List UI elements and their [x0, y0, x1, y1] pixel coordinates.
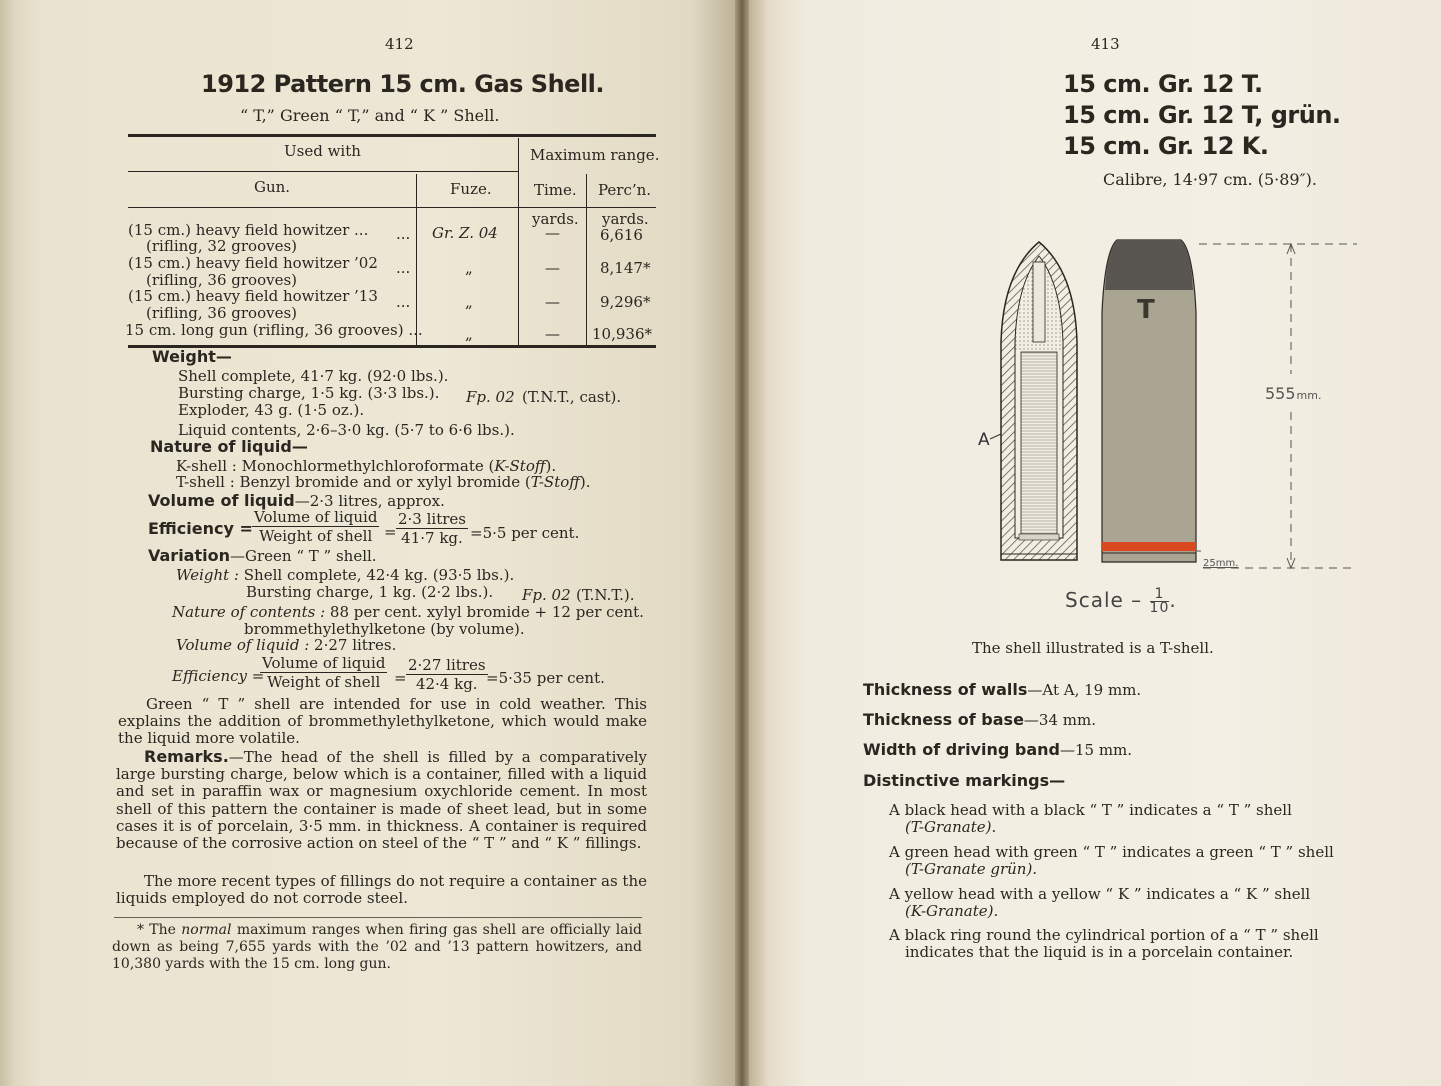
diagram-caption: The shell illustrated is a T-shell.	[972, 639, 1214, 657]
label-t: T	[1137, 295, 1155, 325]
row2-time: —	[545, 259, 560, 277]
footnote-star: * The	[137, 922, 176, 938]
volume-text: —2·3 litres, approx.	[294, 492, 445, 510]
eff4-num: 2·27 litres	[408, 656, 486, 674]
bursting-fp: Fp. 02	[466, 388, 515, 406]
efficiency-fraction-3	[260, 654, 387, 691]
row4-perc: 10,936*	[592, 325, 652, 343]
marking-3-italic: (K-Granate).	[905, 902, 999, 921]
row1-time: —	[545, 224, 560, 242]
title-line-1: 15 cm. Gr. 12 T.	[1063, 70, 1263, 98]
var-weight-label: Weight :	[176, 566, 239, 584]
page-number: 413	[1091, 35, 1120, 53]
title-line-2: 15 cm. Gr. 12 T, grün.	[1063, 101, 1341, 129]
var-weight-text: Shell complete, 42·4 kg. (93·5 lbs.).	[243, 566, 515, 584]
band-line	[863, 741, 1132, 759]
footnote-text: maximum ranges when firing gas shell are officially laid down as being 7,655 yards with the ’02 and ’13 pattern howitzers, and 10,380 yards with the 15 cm. long gun.	[112, 922, 643, 972]
row4-time: —	[545, 325, 560, 343]
marking-1-italic: (T-Granate).	[905, 818, 997, 837]
dim-length-value: 555	[1265, 384, 1296, 403]
remarks-paragraph	[116, 748, 647, 852]
page-subtitle: “ T,” Green “ T,” and “ K ” Shell.	[240, 106, 500, 125]
remarks-text: —The head of the shell is filled by a comparatively large bursting charge, below which is a container, filled with a liquid and set in paraffin wax or magnesium oxychloride cement. In most shell of this pattern the container is made of sheet lead, but in some cases it is of porcelain, 3·5 mm. in thickness. A container is required because of the corrosive action on steel of the “ T ” and “ K ” fillings.	[116, 748, 647, 853]
var-nature-label: Nature of contents :	[172, 603, 326, 621]
col-gun: Gun.	[254, 178, 291, 196]
eff2-den: 41·7 kg.	[401, 529, 463, 547]
k-shell-label: K-shell : Monochlormethylchloroformate (	[176, 457, 495, 475]
var-nature-line	[172, 604, 644, 621]
base-heading: Thickness of base	[863, 710, 1024, 729]
page-number: 412	[385, 35, 414, 53]
eff3-num: Volume of liquid	[262, 654, 386, 672]
row4-fuze: „	[465, 325, 473, 343]
variation-text: —Green “ T ” shell.	[230, 547, 377, 565]
row3-dots: ...	[396, 293, 411, 311]
weight-line-2: Bursting charge, 1·5 kg. (3·3 lbs.).	[178, 384, 440, 402]
unit-time: yards.	[532, 210, 579, 228]
dim-band: 25mm.	[1203, 558, 1239, 569]
shell-diagram	[959, 232, 1379, 582]
t-shell-label: T-shell : Benzyl bromide and or xylyl bromide (	[176, 473, 531, 491]
row3-gun2: (rifling, 36 grooves)	[146, 304, 298, 322]
efficiency-fraction-2	[396, 510, 468, 547]
var-efficiency-label: Efficiency =	[172, 667, 265, 685]
dimension-lines	[1199, 244, 1357, 568]
marking-1-text: A black head with a black “ T ” indicates a “ T ” shell	[889, 801, 1292, 819]
dim-length	[1265, 384, 1321, 403]
equals-1: =	[384, 523, 397, 541]
var-volume-text: 2·27 litres.	[314, 636, 397, 654]
col-time: Time.	[534, 181, 577, 199]
book-gutter	[735, 0, 749, 1086]
row1-gun2: (rifling, 32 grooves)	[146, 237, 298, 255]
eff3-den: Weight of shell	[267, 673, 381, 691]
var-volume-line	[176, 637, 396, 654]
scale-num: 1	[1150, 588, 1170, 602]
row1-gun: (15 cm.) heavy field howitzer ...	[128, 221, 369, 239]
row3-fuze: „	[465, 293, 473, 311]
row2-dots: ...	[396, 259, 411, 277]
base-line	[863, 711, 1096, 729]
col-percn: Perc’n.	[598, 181, 652, 199]
var-volume-label: Volume of liquid :	[176, 636, 310, 654]
weight-heading: Weight—	[152, 347, 232, 366]
var-fp-note: (T.N.T.).	[576, 586, 635, 604]
label-a: A	[978, 430, 990, 450]
right-page	[749, 0, 1441, 1086]
walls-heading: Thickness of walls	[863, 680, 1028, 699]
marking-item-2	[889, 844, 1365, 878]
scale-end: .	[1169, 588, 1177, 612]
efficiency-fraction-1	[252, 508, 379, 545]
weight-line-1: Shell complete, 41·7 kg. (92·0 lbs.).	[178, 367, 449, 385]
eff1-den: Weight of shell	[259, 527, 373, 545]
row2-gun2: (rifling, 36 grooves)	[146, 271, 298, 289]
efficiency-result-2: =5·35 per cent.	[486, 669, 605, 687]
marking-4-text: A black ring round the cylindrical portion of a “ T ” shell	[889, 926, 1319, 944]
nature-heading: Nature of liquid—	[150, 437, 308, 456]
row1-fuze: Gr. Z. 04	[432, 224, 498, 242]
var-bursting: Bursting charge, 1 kg. (2·2 lbs.).	[246, 583, 494, 601]
row4-gun: 15 cm. long gun (rifling, 36 grooves) ...	[125, 321, 423, 339]
markings-heading: Distinctive markings—	[863, 771, 1066, 790]
marking-3-text: A yellow head with a yellow “ K ” indicates a “ K ” shell	[889, 885, 1311, 903]
footnote-italic: normal	[181, 922, 232, 938]
var-nature-text: 88 per cent. xylyl bromide + 12 per cent.	[329, 603, 644, 621]
scale-den: 10	[1149, 600, 1170, 616]
page-title: 1912 Pattern 15 cm. Gas Shell.	[201, 70, 605, 98]
t-shell-line	[176, 474, 591, 491]
calibre: Calibre, 14·97 cm. (5·89″).	[1103, 170, 1317, 189]
k-shell-end: ).	[545, 457, 557, 475]
marking-4-italic: indicates that the liquid is in a porcelain container.	[905, 943, 1294, 962]
eff2-num: 2·3 litres	[398, 510, 466, 528]
range-table	[125, 134, 660, 348]
equals-2: =	[394, 669, 407, 687]
footnote	[112, 922, 642, 973]
unit-percn: yards.	[602, 210, 649, 228]
variation-line	[148, 547, 377, 565]
remarks-heading: Remarks.	[144, 747, 229, 766]
scale-text: Scale –	[1065, 588, 1150, 612]
efficiency-label: Efficiency =	[148, 519, 253, 538]
recent-paragraph: The more recent types of fillings do not require a container as the liquids employed do not corrode steel.	[116, 872, 647, 908]
footnote-rule	[114, 917, 642, 918]
dim-length-unit: mm.	[1296, 389, 1322, 402]
marking-2-text: A green head with green “ T ” indicates a green “ T ” shell	[889, 843, 1334, 861]
t-shell-end: ).	[579, 473, 591, 491]
weight-line-4: Liquid contents, 2·6–3·0 kg. (5·7 to 6·6 lbs.).	[178, 421, 515, 439]
bursting-fp-note: (T.N.T., cast).	[522, 388, 622, 406]
k-shell-italic: K-Stoff	[494, 457, 546, 475]
row1-perc: 6,616	[600, 226, 643, 244]
base-text: —34 mm.	[1023, 711, 1096, 729]
t-shell-italic: T-Stoff	[530, 473, 580, 491]
efficiency-fraction-4	[406, 656, 488, 693]
var-fp: Fp. 02	[522, 586, 571, 604]
walls-text: —At A, 19 mm.	[1027, 681, 1142, 699]
row2-fuze: „	[465, 259, 473, 277]
header-max-range: Maximum range.	[530, 146, 660, 164]
var-weight-line	[176, 567, 514, 584]
marking-item-3	[889, 886, 1365, 920]
eff4-den: 42·4 kg.	[415, 675, 478, 693]
row2-perc: 8,147*	[600, 259, 651, 277]
var-nature-text2: brommethylethylketone (by volume).	[244, 620, 525, 638]
marking-item-4	[889, 927, 1365, 961]
marking-item-1	[889, 802, 1365, 836]
eff1-num: Volume of liquid	[254, 508, 378, 526]
green-paragraph: Green “ T ” shell are intended for use in cold weather. This explains the addition of brommethylethylketone, which would make the liquid more volatile.	[118, 695, 647, 748]
title-line-3: 15 cm. Gr. 12 K.	[1063, 132, 1269, 160]
band-heading: Width of driving band	[863, 740, 1060, 759]
row1-dots: ...	[396, 225, 411, 243]
variation-heading: Variation	[148, 546, 230, 565]
sectioned-shell	[1001, 242, 1077, 560]
efficiency-result-1: =5·5 per cent.	[470, 524, 580, 542]
row2-gun: (15 cm.) heavy field howitzer ’02	[128, 254, 378, 272]
row3-time: —	[545, 293, 560, 311]
row3-perc: 9,296*	[600, 293, 651, 311]
weight-line-3: Exploder, 43 g. (1·5 oz.).	[178, 401, 365, 419]
scale-label	[1065, 588, 1177, 615]
walls-line	[863, 681, 1141, 699]
header-used-with: Used with	[284, 142, 361, 160]
band-text: —15 mm.	[1059, 741, 1133, 759]
row3-gun: (15 cm.) heavy field howitzer ’13	[128, 287, 378, 305]
volume-heading: Volume of liquid	[148, 491, 295, 510]
col-fuze: Fuze.	[450, 180, 492, 198]
external-shell	[1102, 240, 1196, 562]
marking-2-italic: (T-Granate grün).	[905, 860, 1038, 879]
